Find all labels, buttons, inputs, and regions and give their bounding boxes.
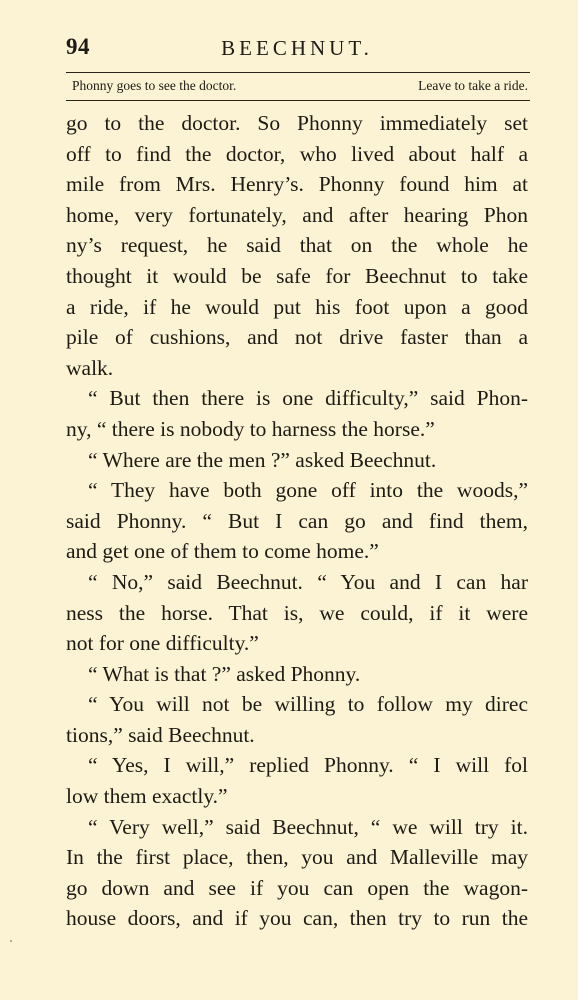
- text-line: go down and see if you can open the wagon-: [66, 875, 528, 900]
- text-line: “ Very well,” said Beechnut, “ we will try it.: [88, 814, 528, 839]
- subhead-right: Leave to take a ride.: [418, 78, 528, 93]
- text-line: tions,” said Beechnut.: [66, 722, 255, 747]
- header-rule-bottom: [66, 100, 530, 101]
- text-line: house doors, and if you can, then try to run the: [66, 906, 528, 931]
- text-line: thought it would be safe for Beechnut to take: [66, 263, 528, 288]
- text-line: mile from Mrs. Henry’s. Phonny found him at: [66, 172, 528, 197]
- subhead-left: Phonny goes to see the doctor.: [72, 78, 237, 93]
- text-line: home, very fortunately, and after hearing Phon: [66, 202, 528, 227]
- text-line: In the first place, then, you and Malleville may: [66, 845, 528, 870]
- body-text: [66, 108, 528, 934]
- text-line: a ride, if he would put his foot upon a good: [66, 294, 528, 319]
- margin-speck: [10, 940, 12, 942]
- running-title: BEECHNUT.: [221, 36, 373, 60]
- text-line: low them exactly.”: [66, 784, 228, 809]
- text-line: and get one of them to come home.”: [66, 539, 379, 564]
- text-line: “ But then there is one difficulty,” said Phon-: [88, 386, 528, 411]
- page-number: 94: [66, 34, 90, 59]
- header-rule-top: [66, 72, 530, 73]
- text-line: “ Where are the men ?” asked Beechnut.: [88, 447, 437, 472]
- text-line: ny’s request, he said that on the whole he: [66, 233, 528, 258]
- text-line: “ Yes, I will,” replied Phonny. “ I will fol: [88, 753, 528, 778]
- text-line: go to the doctor. So Phonny immediately set: [66, 111, 528, 135]
- text-line: “ They have both gone off into the woods,”: [88, 478, 528, 503]
- text-line: “ What is that ?” asked Phonny.: [88, 661, 361, 686]
- text-line: off to find the doctor, who lived about half a: [66, 141, 528, 166]
- text-line: ny, “ there is nobody to harness the horse.”: [66, 416, 435, 441]
- text-line: said Phonny. “ But I can go and find them,: [66, 508, 528, 533]
- page-header: [66, 30, 528, 70]
- text-line: ness the horse. That is, we could, if it were: [66, 600, 528, 625]
- text-line: pile of cushions, and not drive faster than a: [66, 325, 528, 350]
- text-line: “ You will not be willing to follow my direc: [88, 692, 528, 717]
- text-line: “ No,” said Beechnut. “ You and I can har: [88, 569, 528, 594]
- text-line: not for one difficulty.”: [66, 631, 259, 656]
- text-line: walk.: [66, 355, 114, 380]
- section-subheads: [72, 78, 528, 98]
